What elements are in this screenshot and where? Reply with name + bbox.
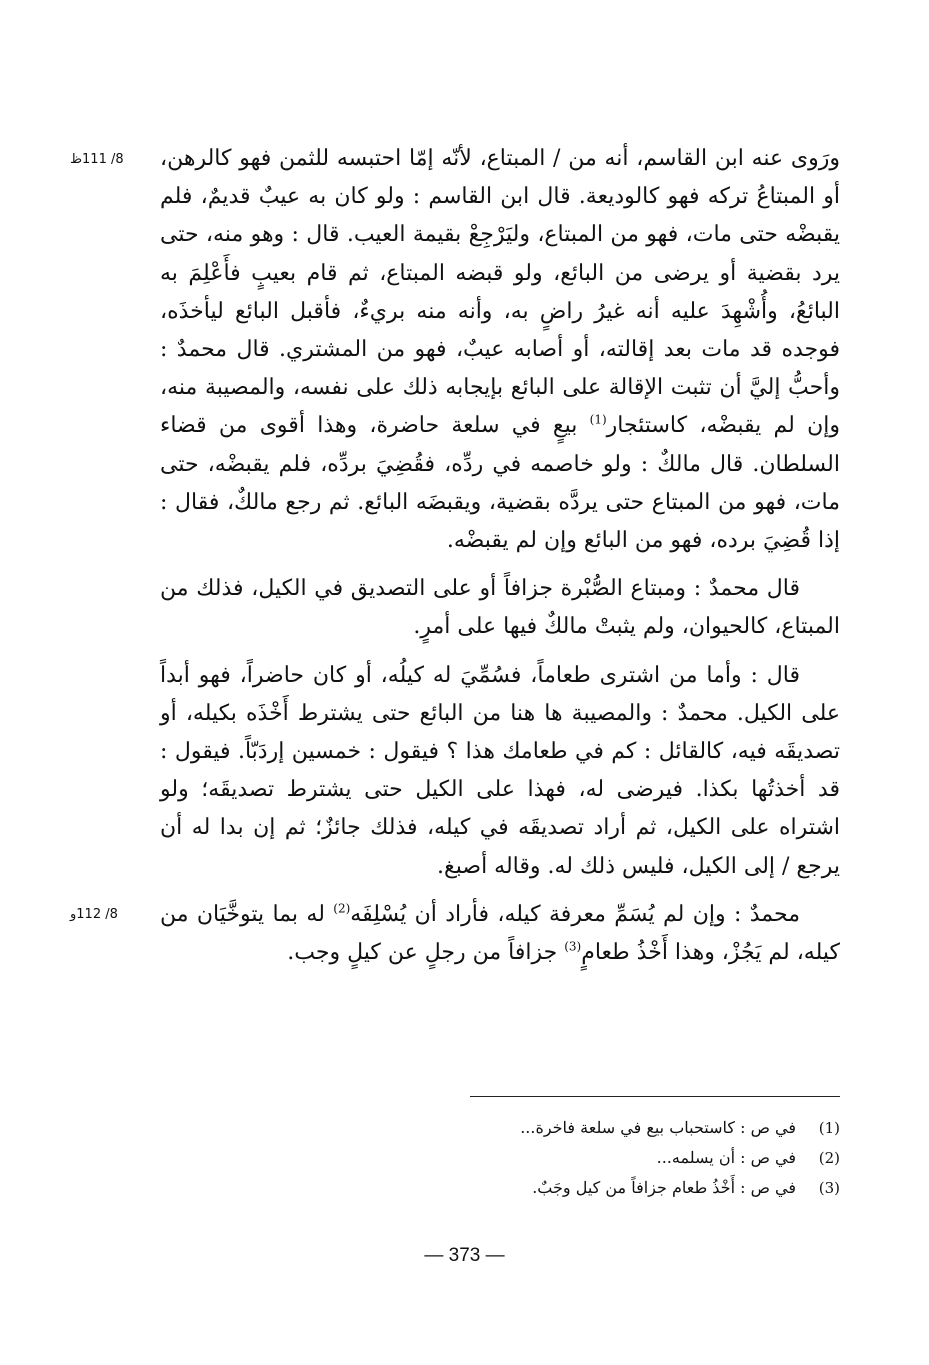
footnote-number: (2) bbox=[818, 1149, 840, 1167]
margin-folio-reference: 8/ 111ظ bbox=[70, 152, 124, 167]
footnote bbox=[460, 1148, 840, 1178]
footnote-text: في ص : أَخْذُ طعام جزافاً من كيل وجَبٌ. bbox=[532, 1178, 796, 1197]
footnote bbox=[460, 1118, 840, 1148]
footnote-number: (1) bbox=[818, 1119, 840, 1137]
footnote-marker: (1) bbox=[589, 413, 607, 428]
footnote-marker: (2) bbox=[333, 901, 351, 916]
footnote-text: في ص : كاستحباب بيع في سلعة فاخرة... bbox=[520, 1118, 796, 1137]
page-number: — 373 — bbox=[424, 1245, 505, 1266]
paragraph bbox=[160, 896, 840, 972]
paragraph bbox=[160, 657, 840, 886]
footnote-text: في ص : أن يسلمه... bbox=[656, 1148, 796, 1167]
footnote-divider bbox=[470, 1096, 840, 1097]
text-run: ورَوى عنه ابن القاسم، أنه من / المبتاع، لأنّه إمّا احتبسه للثمن فهو كالرهن، أو المبتاعُ تركه فهو كالوديعة. قال ابن القاسم : ولو كان به عيبٌ قديمٌ، فلم يقبضْه حتى مات، فهو من المبتاع، وليَرْجِعْ بقيمة العيب. قال : وهو منه، حتى يرد بقضية أو يرضى من البائع، ولو قبضه المبتاع، ثم قام بعيبٍ فأَعْلِمَ به البائعُ، وأُشْهِدَ عليه أنه غيرُ راضٍ به، وأنه منه بريءٌ، فأقبل البائع ليأخذَه، فوجده قد مات بعد إقالته، أو أصابه عيبٌ، فهو من المشتري. قال محمدٌ : وأحبُّ إليَّ أن تثبت الإقالة على البائع بإيجابه ذلك على نفسه، والمصيبة منه، وإن لم يقبضْه، كاستئجار bbox=[160, 146, 841, 439]
text-run: قال محمدٌ : ومبتاع الصُّبْرة جزافاً أو على التصديق في الكيل، فذلك من المبتاع، كالحيوان، ولم يثبتْ مالكٌ فيها على أمرٍ. bbox=[160, 576, 840, 640]
text-run: محمدٌ : وإن لم يُسَمِّ معرفة كيله، فأراد أن يُسْلِفَه bbox=[350, 901, 800, 927]
footnote bbox=[460, 1178, 840, 1208]
main-text bbox=[160, 140, 840, 972]
text-run: قال : وأما من اشترى طعاماً، فسُمِّيَ له كيلُه، أو كان حاضراً، فهو أبداً على الكيل. محمدٌ : والمصيبة ها هنا من البائع حتى يشترط أَخْذَه بكيله، أو تصديقَه فيه، كالقائل : كم في طعامك هذا ؟ فيقول : خمسين إردَبّاً. فيقول : قد أخذتُها بكذا. فيرضى له، فهذا على الكيل حتى يشترط تصديقَه؛ ولو اشتراه على الكيل، ثم أراد تصديقَه في كيله، فذلك جائزٌ؛ ثم إن بدا له أن يرجع / إلى الكيل، فليس ذلك له. وقاله أصبغ. bbox=[160, 662, 840, 879]
text-run: بيعٍ في سلعة حاضرة، وهذا أقوى من قضاء السلطان. قال مالكٌ : ولو خاصمه في ردِّه، فقُضِيَ بردِّه، فلم يقبضْه، حتى مات، فهو من المبتاع حتى يردَّه بقضية، ويقبضَه البائع. ثم رجع مالكٌ، فقال : إذا قُضِيَ برده، فهو من البائع وإن لم يقبضْه. bbox=[160, 413, 840, 554]
footnote-number: (3) bbox=[818, 1179, 840, 1197]
text-run: له بما يتوخَّيَان من كيله، لم يَجُزْ، وهذا أَخْذُ طعامٍ bbox=[160, 901, 840, 966]
margin-folio-reference: 8/ 112و bbox=[70, 907, 118, 922]
footnote-marker: (3) bbox=[564, 939, 582, 954]
paragraph bbox=[160, 570, 840, 646]
paragraph bbox=[160, 140, 840, 560]
footnotes bbox=[460, 1118, 840, 1208]
text-run: جزافاً من رجلٍ عن كيلٍ وجب. bbox=[287, 940, 565, 966]
